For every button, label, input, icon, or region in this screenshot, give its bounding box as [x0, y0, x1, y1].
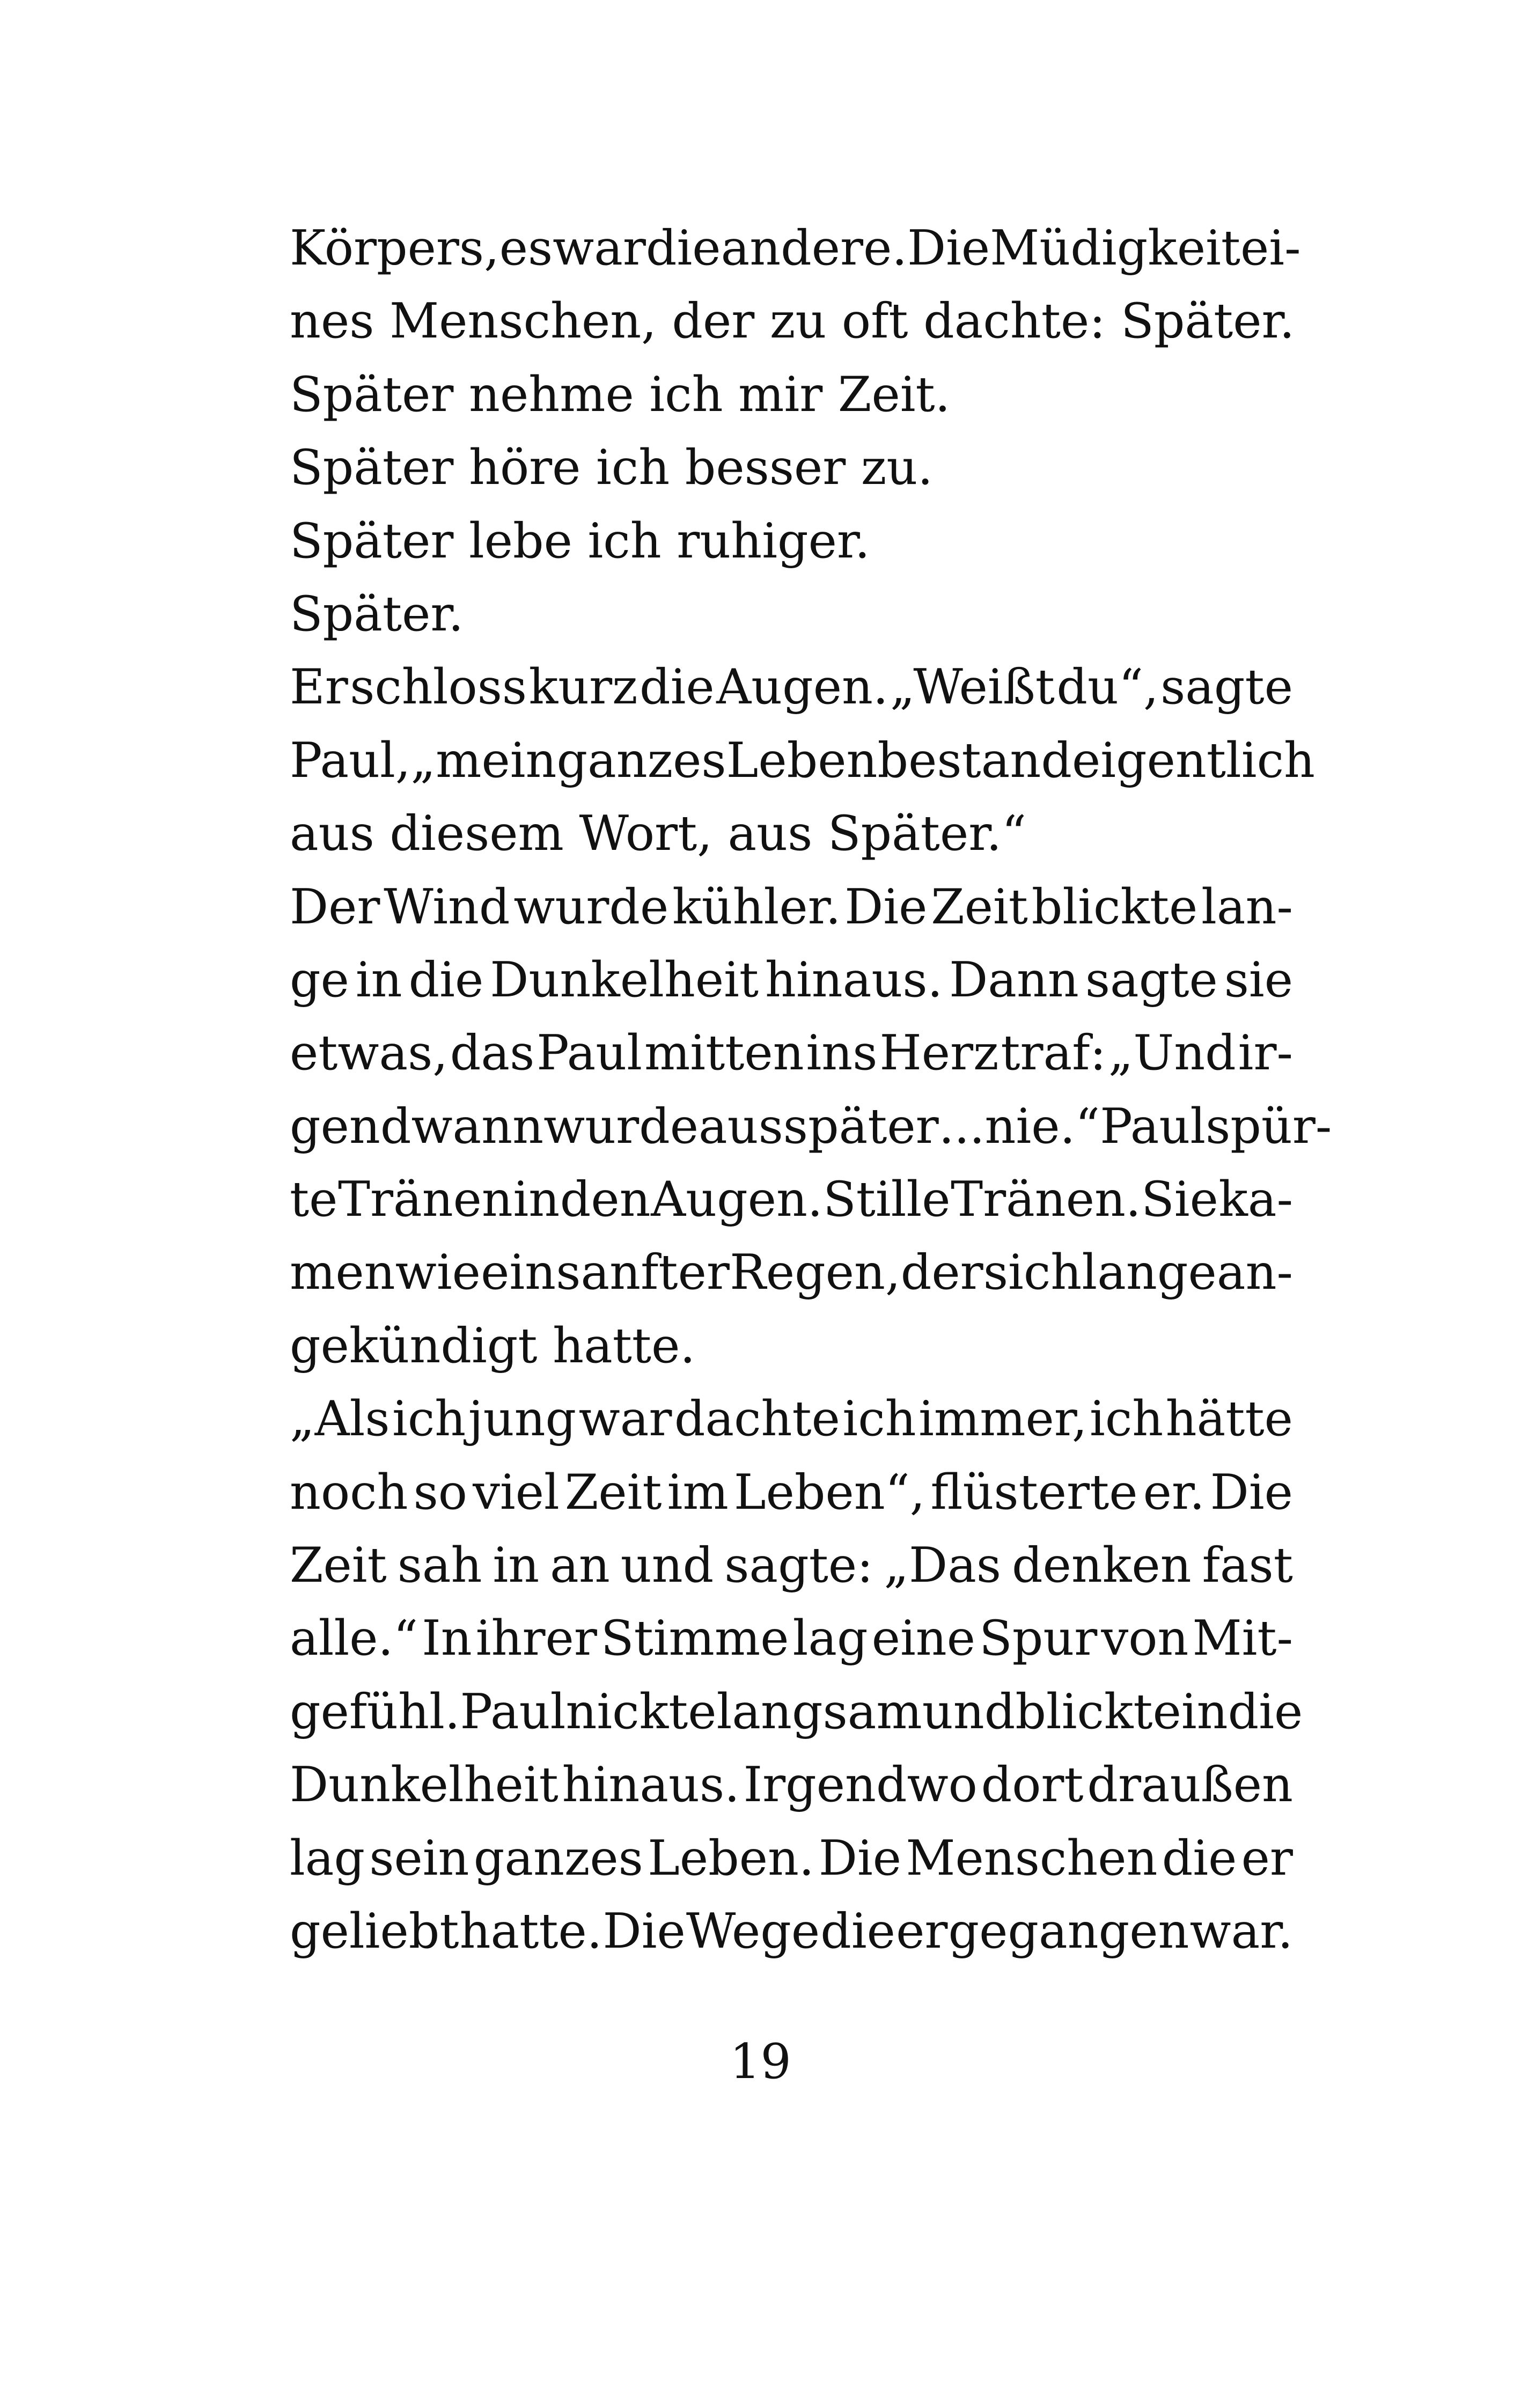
word: Die [818, 1830, 902, 1886]
body-text [290, 212, 1332, 1968]
word: er [1241, 1830, 1293, 1886]
word: ka- [1218, 1171, 1293, 1228]
word: Zeit [564, 1464, 662, 1521]
word: im [667, 1464, 729, 1521]
word: Wege [686, 1903, 820, 1959]
word: Paul, [290, 732, 411, 789]
word: war [553, 220, 646, 276]
word: Stille [823, 1171, 951, 1228]
word: Sie [1141, 1171, 1218, 1228]
text-line [290, 1383, 1293, 1456]
word: fast [1202, 1537, 1293, 1594]
word: immer, [919, 1391, 1088, 1448]
word: jung [468, 1391, 577, 1448]
word: Wind [384, 878, 510, 935]
word: lag [792, 1610, 868, 1667]
word: von [1101, 1610, 1189, 1667]
word: men [290, 1244, 395, 1301]
word: etwas, [290, 1025, 448, 1082]
word: gefühl. [290, 1683, 460, 1740]
word: eine [871, 1610, 975, 1667]
word: hätte [1165, 1391, 1293, 1448]
word: später [783, 1098, 939, 1155]
word: sagte [1160, 659, 1293, 716]
word: spür- [1206, 1098, 1332, 1155]
word: Körpers, [290, 220, 499, 276]
word: Zeit [931, 878, 1028, 935]
text-line: aus diesem Wort, aus Später.“ [290, 805, 1026, 862]
word: Tränen [337, 1171, 513, 1228]
word: war [578, 1391, 672, 1448]
word: dort [981, 1757, 1084, 1814]
word: den [560, 1171, 651, 1228]
word: nie.“ [984, 1098, 1100, 1155]
word: langsam [716, 1683, 922, 1740]
page-number: 19 [730, 2033, 791, 2090]
word: Die [602, 1903, 686, 1959]
word: denken [1012, 1537, 1192, 1594]
word: sein [369, 1830, 469, 1886]
word: Augen. [716, 659, 888, 716]
word: Leben. [648, 1830, 814, 1886]
word: es [499, 220, 553, 276]
word: eigentlich [1071, 732, 1315, 789]
word: flüsterte [930, 1464, 1138, 1521]
text-line [290, 1895, 1293, 1968]
text-line [290, 1236, 1293, 1309]
text-line [290, 1602, 1293, 1675]
word: Dunkelheit [290, 1757, 559, 1814]
word: die [645, 220, 721, 276]
word: Müdigkeit [990, 220, 1241, 276]
word: Die [1210, 1464, 1293, 1521]
word: noch [290, 1464, 408, 1521]
word: kurz [528, 659, 638, 716]
word: Leben [726, 732, 878, 789]
word: te [290, 1171, 338, 1228]
word: viel [473, 1464, 560, 1521]
word: ich [842, 1391, 916, 1448]
word: die [408, 951, 484, 1008]
text-line: Später höre ich besser zu. [290, 439, 933, 496]
text-line: Später nehme ich mir Zeit. [290, 366, 951, 423]
word: sie [1224, 951, 1293, 1008]
word: Spur [979, 1610, 1098, 1667]
word: Paul [1100, 1098, 1206, 1155]
word: ihrer [475, 1610, 597, 1667]
word: Paul [537, 1025, 643, 1082]
text-line [290, 1090, 1332, 1163]
word: so [413, 1464, 467, 1521]
text-line [290, 1017, 1293, 1090]
word: sich [983, 1244, 1082, 1301]
word: Stimme [600, 1610, 789, 1667]
word: Er [290, 659, 348, 716]
word: sah [397, 1537, 482, 1594]
word: ganzes [473, 1830, 643, 1886]
word: lan- [1201, 878, 1293, 935]
word: Tränen. [951, 1171, 1141, 1228]
word: traf: [1001, 1025, 1106, 1082]
word: ich [392, 1391, 466, 1448]
word: gegangen [948, 1903, 1189, 1959]
word: Irgendwo [743, 1757, 978, 1814]
word: gendwann [290, 1098, 544, 1155]
text-line [290, 1676, 1303, 1749]
word: „Das [884, 1537, 1002, 1594]
text-line [290, 1749, 1293, 1822]
word: er [896, 1903, 948, 1959]
word: Paul [460, 1683, 566, 1740]
word: war. [1189, 1903, 1293, 1959]
text-line [290, 724, 1315, 797]
word: und [922, 1683, 1016, 1740]
word: ir- [1238, 1025, 1293, 1082]
word: „Als [290, 1391, 390, 1448]
word: die [640, 659, 715, 716]
word: alle.“ [290, 1610, 418, 1667]
text-line [290, 651, 1293, 724]
word: „mein [410, 732, 557, 789]
word: wie [395, 1244, 481, 1301]
word: ich [1090, 1391, 1164, 1448]
word: sagte: [724, 1537, 873, 1594]
word: Die [844, 878, 928, 935]
word: Regen, [730, 1244, 901, 1301]
word: ge [290, 951, 349, 1008]
word: „Und [1108, 1025, 1236, 1082]
word: Dunkelheit [490, 951, 759, 1008]
text-line: Später. [290, 585, 464, 642]
word: lag [290, 1830, 365, 1886]
word: ein [481, 1244, 556, 1301]
word: der [900, 1244, 983, 1301]
text-line [290, 1529, 1293, 1602]
word: Herz [879, 1025, 999, 1082]
word: du“, [1056, 659, 1159, 716]
text-line [290, 1456, 1293, 1529]
text-line: Später lebe ich ruhiger. [290, 512, 870, 569]
word: Augen. [651, 1171, 823, 1228]
word: andere. [721, 220, 907, 276]
word: das [450, 1025, 535, 1082]
word: in [355, 951, 402, 1008]
word: Mit- [1192, 1610, 1293, 1667]
text-line: gekündigt hatte. [290, 1317, 695, 1374]
word: hinaus. [765, 951, 943, 1008]
word: Menschen [906, 1830, 1158, 1886]
word: ins [806, 1025, 878, 1082]
word: Die [907, 220, 990, 276]
word: an [550, 1537, 610, 1594]
word: er. [1143, 1464, 1205, 1521]
word: in [493, 1537, 540, 1594]
text-line: nes Menschen, der zu oft dachte: Später. [290, 293, 1295, 350]
word: mitten [644, 1025, 804, 1082]
word: die [1162, 1830, 1237, 1886]
word: Zeit [290, 1537, 387, 1594]
word: wurde [513, 878, 669, 935]
word: wurde [543, 1098, 699, 1155]
text-line [290, 1163, 1293, 1236]
word: „Weißt [890, 659, 1055, 716]
word: blickte [1015, 1683, 1181, 1740]
word: Leben“, [733, 1464, 925, 1521]
text-line [290, 871, 1293, 944]
word: sanfter [556, 1244, 730, 1301]
word: ei- [1240, 220, 1301, 276]
word: In [422, 1610, 472, 1667]
word: an- [1216, 1244, 1293, 1301]
word: lange [1082, 1244, 1217, 1301]
word: in [513, 1171, 560, 1228]
word: dachte [674, 1391, 840, 1448]
word: kühler. [672, 878, 841, 935]
word: nickte [565, 1683, 717, 1740]
word: aus [698, 1098, 783, 1155]
word: ganzes [556, 732, 726, 789]
text-line [290, 212, 1301, 285]
word: hatte. [459, 1903, 602, 1959]
word: die [820, 1903, 895, 1959]
word: die [1228, 1683, 1303, 1740]
word: und [620, 1537, 714, 1594]
word: schloss [350, 659, 527, 716]
word: blickte [1031, 878, 1198, 935]
word: Der [290, 878, 380, 935]
word: in [1181, 1683, 1228, 1740]
word: Dann [949, 951, 1079, 1008]
text-line [290, 1822, 1293, 1895]
word: ... [938, 1098, 985, 1155]
word: bestand [877, 732, 1072, 789]
word: hinaus. [562, 1757, 740, 1814]
word: draußen [1087, 1757, 1293, 1814]
word: sagte [1085, 951, 1218, 1008]
word: geliebt [290, 1903, 459, 1959]
text-line [290, 944, 1293, 1017]
